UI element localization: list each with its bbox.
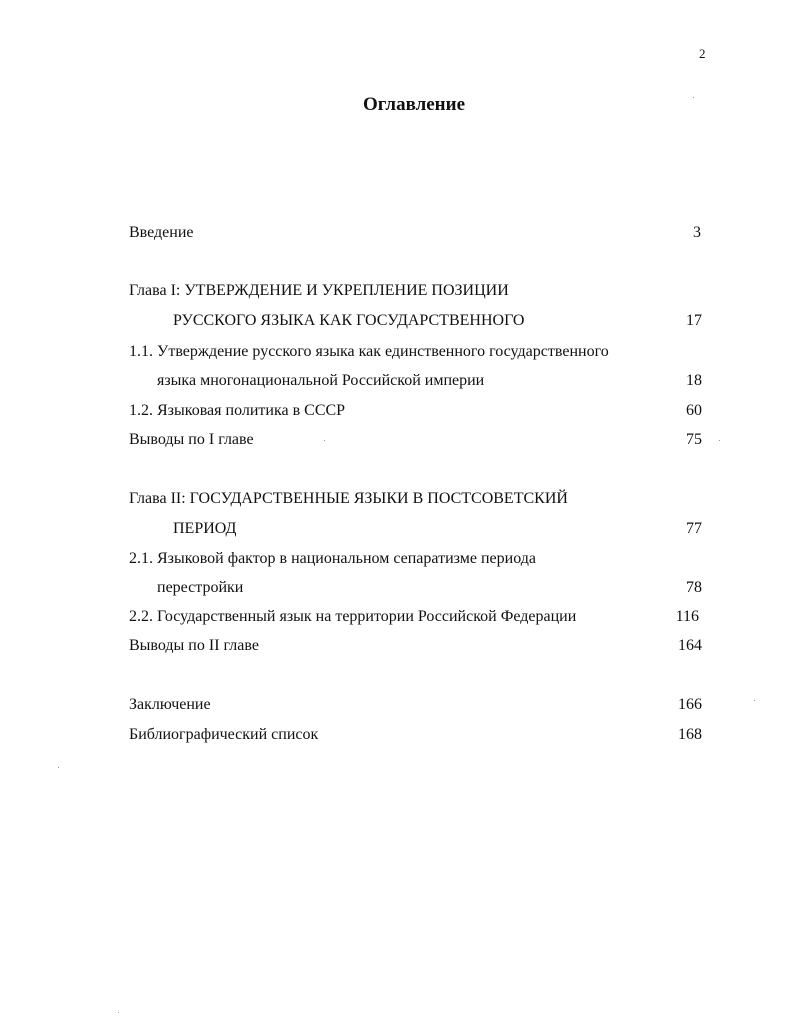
toc-page-section-1-2: 60 — [686, 402, 702, 419]
toc-chapter-1-title: Глава I: УТВЕРЖДЕНИЕ И УКРЕПЛЕНИЕ ПОЗИЦИИ — [129, 282, 509, 299]
toc-section-1-2: 1.2. Языковая политика в СССР — [129, 402, 346, 419]
toc-section-1-1-cont: языка многонациональной Российской империи — [157, 372, 485, 389]
toc-page-bibliography: 168 — [678, 726, 702, 743]
toc-page-chapter-1-conclusion: 75 — [686, 431, 702, 448]
toc-chapter-1-title-cont: РУССКОГО ЯЗЫКА КАК ГОСУДАРСТВЕННОГО — [173, 312, 525, 329]
page-title: Оглавление — [362, 94, 466, 115]
toc-section-2-1-cont: перестройки — [157, 579, 244, 596]
toc-chapter-1-conclusion: Выводы по I главе — [129, 431, 254, 448]
toc-section-1-1: 1.1. Утверждение русского языка как единственного государственного — [129, 343, 609, 360]
toc-page-section-1-1: 18 — [686, 372, 702, 389]
toc-page-chapter-2-conclusion: 164 — [678, 637, 702, 654]
toc-chapter-2-title-cont: ПЕРИОД — [173, 520, 237, 537]
toc-page-chapter-1: 17 — [686, 312, 702, 329]
toc-page-section-2-1: 78 — [686, 579, 702, 596]
toc-entry-intro: Введение — [129, 224, 194, 241]
toc-section-2-1: 2.1. Языковой фактор в национальном сепаратизме периода — [129, 550, 536, 567]
toc-section-2-2: 2.2. Государственный язык на территории Российской Федерации — [129, 608, 577, 625]
toc-page-section-2-2: 116 — [675, 608, 699, 625]
toc-page-conclusion: 166 — [678, 696, 702, 713]
toc-entry-conclusion: Заключение — [129, 696, 211, 713]
toc-page-chapter-2: 77 — [686, 520, 702, 537]
toc-page-intro: 3 — [693, 224, 701, 241]
toc-chapter-2-conclusion: Выводы по II главе — [129, 637, 259, 654]
toc-entry-bibliography: Библиографический список — [129, 726, 319, 743]
toc-chapter-2-title: Глава II: ГОСУДАРСТВЕННЫЕ ЯЗЫКИ В ПОСТСОВЕТСКИЙ — [129, 490, 568, 507]
page-number: 2 — [699, 46, 706, 61]
